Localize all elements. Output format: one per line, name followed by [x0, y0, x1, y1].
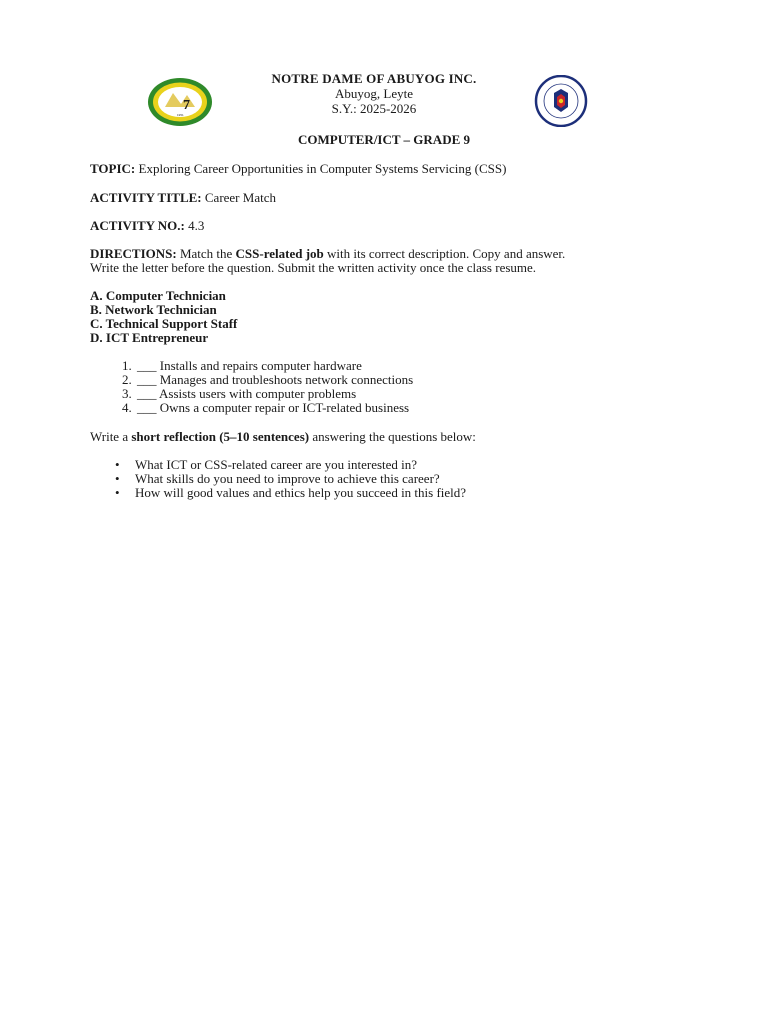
matching-item: 3. ___ Assists users with computer problems	[135, 387, 635, 401]
school-location: Abuyog, Leyte	[335, 86, 413, 101]
reflection-highlight: short reflection (5–10 sentences)	[131, 429, 310, 444]
directions-label: DIRECTIONS:	[90, 246, 177, 261]
activity-title-label: ACTIVITY TITLE:	[90, 190, 202, 205]
matching-item: 1. ___ Installs and repairs computer hardware	[135, 359, 635, 373]
reflection-question: • What skills do you need to improve to achieve this career?	[135, 472, 635, 486]
matching-item: 2. ___ Manages and troubleshoots network connections	[135, 373, 635, 387]
subject-title: COMPUTER/ICT – GRADE 9	[297, 132, 471, 147]
school-year: S.Y.: 2025-2026	[331, 101, 417, 116]
directions-text-pre: Match the	[176, 246, 236, 261]
matching-item: 4. ___ Owns a computer repair or ICT-related business	[135, 401, 635, 415]
directions-paragraph	[90, 247, 710, 275]
school-name: NOTRE DAME OF ABUYOG INC.	[271, 71, 477, 86]
choice-item: D. ICT Entrepreneur	[90, 330, 209, 345]
activity-no-line	[90, 219, 690, 233]
reflection-questions-list	[110, 458, 635, 500]
activity-title-line	[90, 191, 690, 205]
choice-item: A. Computer Technician	[90, 288, 226, 303]
directions-text-post: with its correct description. Copy and answer.	[323, 246, 566, 261]
directions-highlight: CSS-related job	[235, 246, 324, 261]
reflection-question: • How will good values and ethics help you succeed in this field?	[135, 486, 635, 500]
document-header	[0, 72, 748, 117]
choice-item: B. Network Technician	[90, 302, 217, 317]
svg-text:7: 7	[183, 98, 190, 113]
matching-items-list	[110, 359, 635, 415]
topic-value: Exploring Career Opportunities in Computer Systems Servicing (CSS)	[135, 161, 507, 176]
topic-label: TOPIC:	[90, 161, 136, 176]
activity-no-value: 4.3	[184, 218, 205, 233]
choice-item: C. Technical Support Staff	[90, 316, 238, 331]
choices-list	[90, 289, 690, 345]
reflection-text-pre: Write a	[90, 429, 132, 444]
svg-text:1951: 1951	[177, 113, 184, 117]
reflection-instruction	[90, 430, 690, 444]
activity-title-value: Career Match	[201, 190, 276, 205]
reflection-question: • What ICT or CSS-related career are you interested in?	[135, 458, 635, 472]
topic-line	[90, 162, 690, 176]
directions-line-2: Write the letter before the question. Submit the written activity once the class resume.	[90, 260, 537, 275]
reflection-text-post: answering the questions below:	[309, 429, 476, 444]
activity-no-label: ACTIVITY NO.:	[90, 218, 185, 233]
